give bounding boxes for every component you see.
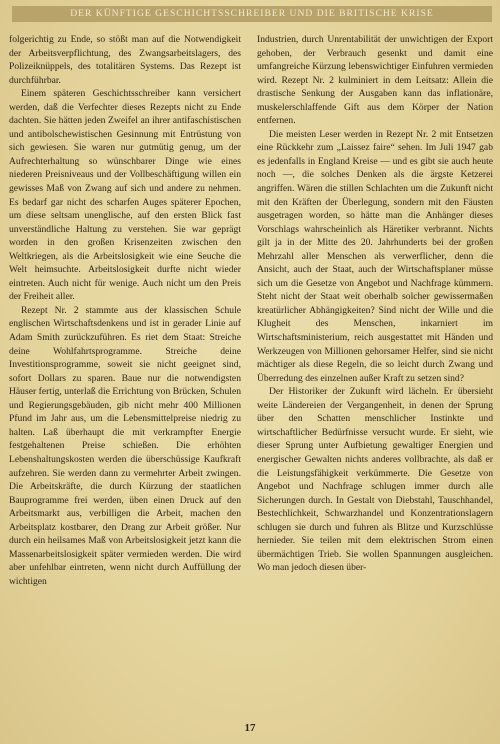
- paragraph: Die meisten Leser werden in Rezept Nr. 2 mit Entsetzen eine Rückkehr zum „Laissez faire“ sehen. Im Juli 1947 gab es jedenfalls in England Kreise — und es gibt sie auch heute noch —, die solches Denken als die ärgste Ketzerei angriffen. Wären die stillen Schlachten um die Zukunft nicht mit den Kräften der Überlegung, sondern mit den Fäusten ausgetragen worden, so hätte man die Anhänger dieses Vorschlags wahrscheinlich als Häretiker verbrannt. Nichts gilt ja in der Mitte des 20. Jahrhunderts bei der großen Mehrzahl aller Menschen als verwerflicher, denn die Ansicht, auch der Staat, auch der Wirtschaftsplaner müsse sich um die Gesetze von Angebot und Nachfrage kümmern. Steht nicht der Staat weit oberhalb solcher gewissermaßen kreatürlicher Abhängigkeiten? Sind nicht der Wille und die Klugheit des Menschen, inkarniert im Wirtschaftsministerium, reich ausgestattet mit Händen und Werkzeugen von Millionen gehorsamer Helfer, sind sie nicht mächtiger als diese Regeln, die so leicht durch Zwang und Überredung des einzelnen außer Kraft zu setzen sind?: [257, 128, 493, 384]
- right-text-column: [257, 33, 493, 575]
- paragraph: Einem späteren Geschichtsschreiber kann versichert werden, daß die Verfechter dieses Rezepts nicht zu Ende dachten. Sie hätten jeden Zweifel an ihrer antifaschistischen und antibolschewistischen Gesinnung mit Entrüstung von sich gewiesen. Sie waren nur gutmütig genug, um der Aufrechterhaltung so wünschbarer Dinge wie eines niederen Preisniveaus und der Vollbeschäftigung willen ein gewisses Maß von Zwang auf sich und andere zu nehmen. Es bedarf gar nicht des scharfen Auges späterer Epochen, um diese seltsam unenglische, auf den ersten Blick fast unverständliche Haltung zu verstehen. Sie war geprägt worden in den großen Krisenzeiten zwischen den Weltkriegen, als die Arbeitslosigkeit wie eine Seuche die Welt heimsuchte. Arbeitslosigkeit durfte nicht wieder eintreten. Auch nicht für wenige. Auch nicht um den Preis der Freiheit aller.: [9, 88, 241, 303]
- paragraph: Industrien, durch Unrentabilität der unwichtigen der Export gehoben, der Verbrauch gesenkt und damit eine umfangreiche Kürzung lebenswichtiger Einfuhren vermieden wird. Rezept Nr. 2 kulminiert in dem Leitsatz: Allein die drastische Senkung der Ausgaben kann das inflationäre, muskelerschlaffende Gift aus dem Körper der Nation entfernen.: [257, 34, 493, 127]
- running-header: DER KÜNFTIGE GESCHICHTSSCHREIBER UND DIE BRITISCHE KRISE: [12, 6, 492, 22]
- paragraph: folgerichtig zu Ende, so stößt man auf die Notwendigkeit der Arbeitsverpflichtung, des Zwangsarbeitslagers, des Polizeiknüppels, des totalitären Systems. Das Rezept ist durchführbar.: [9, 34, 241, 86]
- left-text-column: [9, 33, 241, 588]
- paragraph: Der Historiker der Zukunft wird lächeln. Er übersieht weite Ländereien der Vergangenheit, in denen der Sprung über den Schatten menschlicher Instinkte und wirtschaftlicher Bedürfnisse versucht wurde. Er sieht, wie dieser Sprung unter Aufbietung gewaltiger Energien und energischer Gewalten nichts anderes vollbrachte, als daß er die Leistungsfähigkeit verkümmerte. Die Gesetze von Angebot und Nachfrage schlugen immer durch alle Sicherungen durch. In Gestalt von Diebstahl, Tauschhandel, Bestechlichkeit, Schwarzhandel und Konzentrationslagern schlugen sie durch und fuhren als Blitze und Kurzschlüsse hernieder. Sie teilen mit dem elektrischen Strom einen übermächtigen Trieb. Sie wollen Spannungen ausgleichen. Wo man jedoch diesen über-: [257, 386, 493, 574]
- page-number: 17: [244, 722, 256, 734]
- paragraph: Rezept Nr. 2 stammte aus der klassischen Schule englischen Wirtschaftsdenkens und ist in gerader Linie auf Adam Smith zurückzuführen. Es riet dem Staat: Streiche deine Wohlfahrtsprogramme. Streiche deine Investitionsprogramme, soweit sie nicht geeignet sind, sofort Dollars zu sparen. Baue nur die notwendigsten Häuser fertig, unterlaß die Errichtung von Brücken, Schulen und Regierungsgebäuden, gib nicht mehr 400 Millionen Pfund im Jahr aus, um die Lebensmittelpreise niedrig zu halten. Laß überhaupt die mit verkrampfter Energie festgehaltenen Preise schießen. Die erhöhten Lebenshaltungskosten werden die überschüssige Kaufkraft aufzehren. Sie werden dann zu vermehrter Arbeit zwingen. Die Arbeitskräfte, die durch Kürzung der staatlichen Bauprogramme frei werden, üben einen Druck auf den Arbeitsmarkt aus, verbilligen die Arbeit, machen den Arbeitsplatz kostbarer, den Drang zur Arbeit größer. Nur durch ein heilsames Maß von Arbeitslosigkeit jetzt kann die Massenarbeitslosigkeit später vermieden werden. Die wird aber unfehlbar eintreten, wenn nicht durch Auffüllung der wichtigen: [9, 304, 241, 587]
